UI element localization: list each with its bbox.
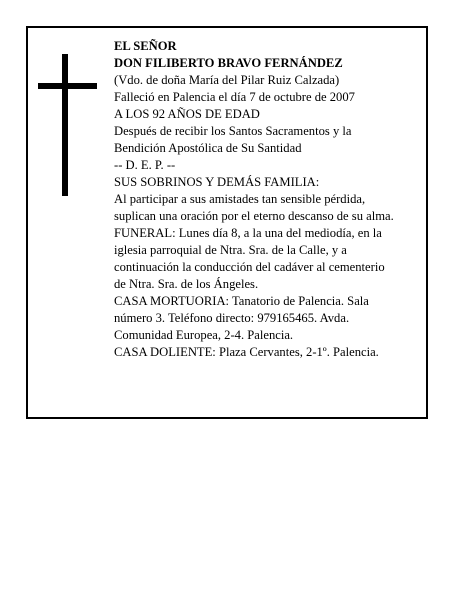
request-line: suplican una oración por el eterno descanso de su alma. bbox=[114, 209, 394, 223]
rip-line: -- D. E. P. -- bbox=[114, 158, 176, 172]
obituary-text bbox=[114, 38, 424, 361]
deceased-name: DON FILIBERTO BRAVO FERNÁNDEZ bbox=[114, 56, 343, 70]
sacraments-line: Después de recibir los Santos Sacramentos y la bbox=[114, 124, 352, 138]
request-line: Al participar a sus amistades tan sensible pérdida, bbox=[114, 192, 366, 206]
mortuary-line: número 3. Teléfono directo: 979165465. Avda. bbox=[114, 311, 350, 325]
title: EL SEÑOR bbox=[114, 39, 177, 53]
cross-icon bbox=[62, 54, 68, 196]
age-line: A LOS 92 AÑOS DE EDAD bbox=[114, 107, 260, 121]
mortuary-line: Comunidad Europea, 2-4. Palencia. bbox=[114, 328, 294, 342]
funeral-line: iglesia parroquial de Ntra. Sra. de la Calle, y a bbox=[114, 243, 347, 257]
mortuary-line: CASA MORTUORIA: Tanatorio de Palencia. Sala bbox=[114, 294, 369, 308]
widower-line: (Vdo. de doña María del Pilar Ruiz Calzada) bbox=[114, 73, 340, 87]
cross-icon-bar bbox=[38, 83, 97, 89]
home-line: CASA DOLIENTE: Plaza Cervantes, 2-1º. Palencia. bbox=[114, 345, 379, 359]
family-line: SUS SOBRINOS Y DEMÁS FAMILIA: bbox=[114, 175, 320, 189]
death-line: Falleció en Palencia el día 7 de octubre de 2007 bbox=[114, 90, 355, 104]
funeral-line: continuación la conducción del cadáver al cementerio bbox=[114, 260, 385, 274]
funeral-line: FUNERAL: Lunes día 8, a la una del mediodía, en la bbox=[114, 226, 382, 240]
sacraments-line: Bendición Apostólica de Su Santidad bbox=[114, 141, 302, 155]
funeral-line: de Ntra. Sra. de los Ángeles. bbox=[114, 277, 259, 291]
